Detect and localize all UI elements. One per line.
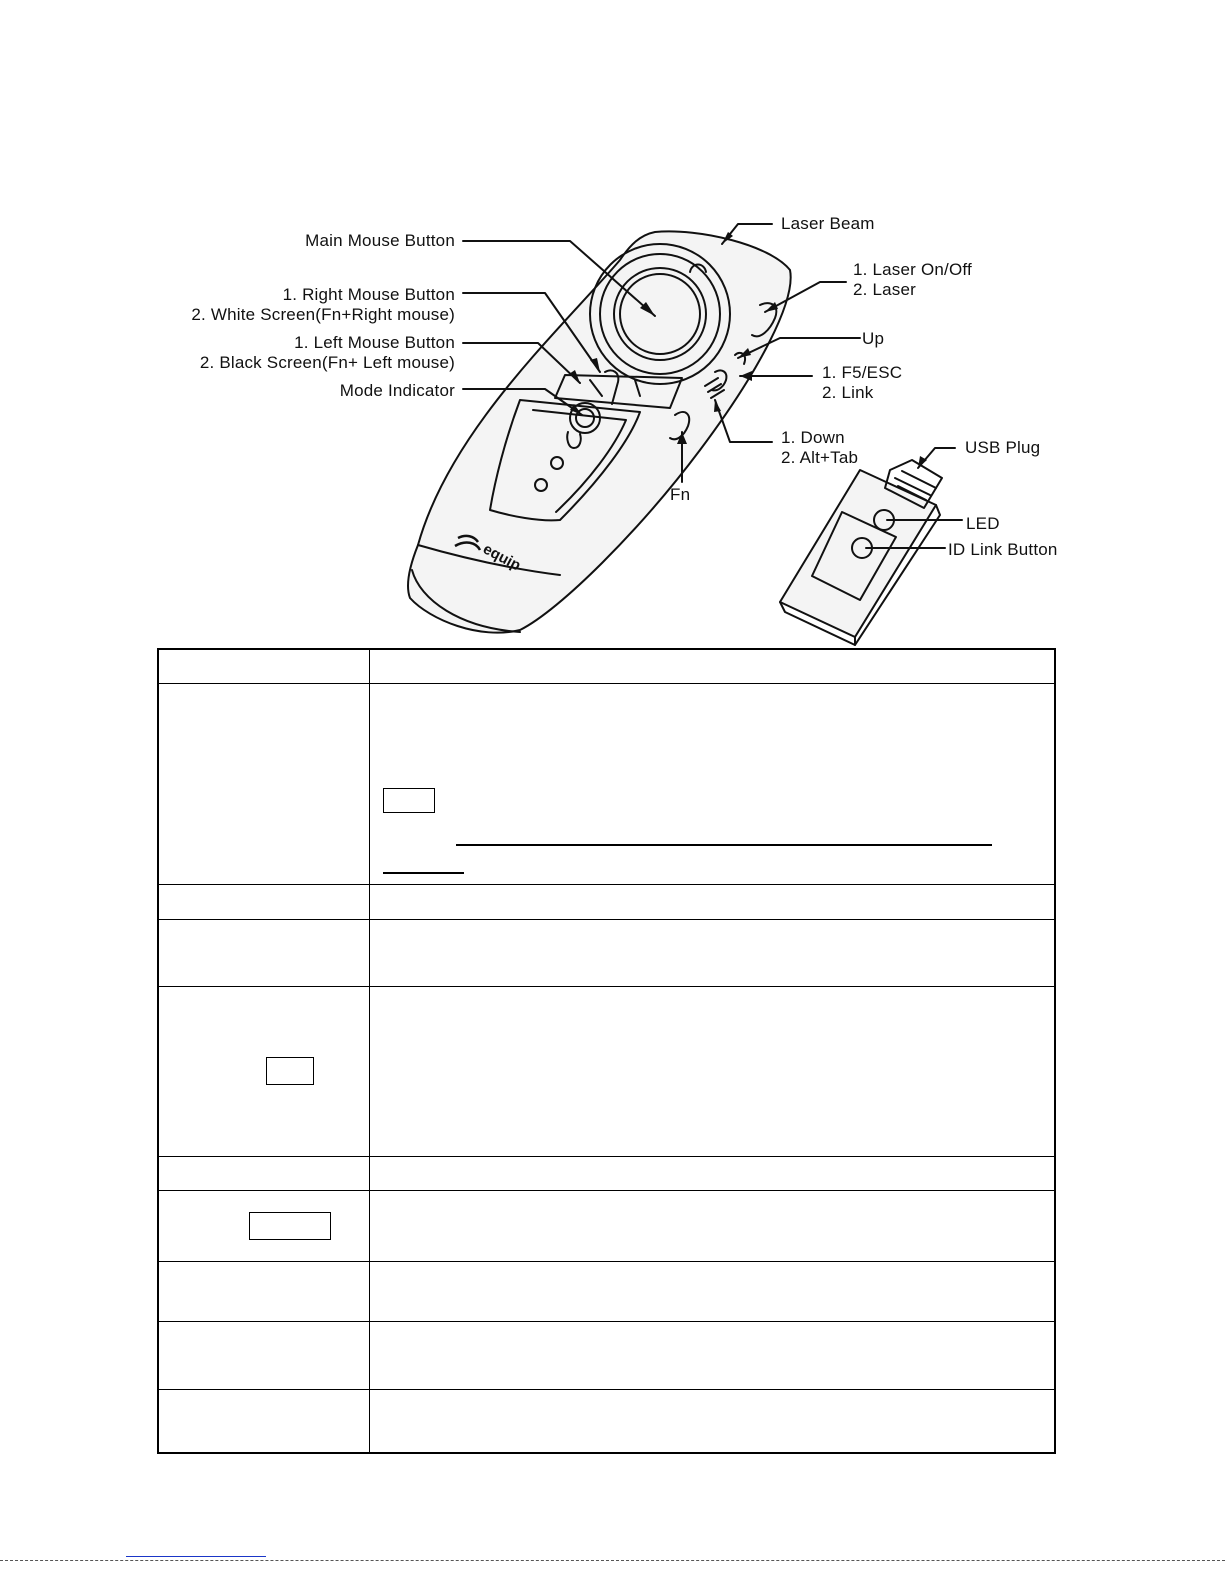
label-left-mouse-2: 2. Black Screen(Fn+ Left mouse) — [199, 353, 455, 372]
table-row — [159, 1390, 1054, 1454]
key-box — [249, 1212, 331, 1240]
label-f5-1: 1. F5/ESC — [822, 363, 903, 382]
label-main-mouse-button: Main Mouse Button — [305, 231, 455, 250]
table-row — [159, 1322, 1054, 1390]
label-laser-2: 2. Laser — [853, 280, 917, 299]
label-laser-1: 1. Laser On/Off — [853, 260, 972, 279]
table-row — [159, 885, 1054, 920]
label-down-2: 2. Alt+Tab — [781, 448, 859, 467]
label-up: Up — [862, 329, 885, 348]
page-footer-rule — [0, 1560, 1225, 1561]
label-right-mouse-2: 2. White Screen(Fn+Right mouse) — [191, 305, 455, 324]
underline-rule — [383, 872, 464, 874]
table-row — [159, 1262, 1054, 1322]
label-id-link-button: ID Link Button — [948, 540, 1058, 559]
equip-logo-text: equip — [480, 540, 524, 575]
table-row — [159, 1191, 1054, 1262]
callout-usb-plug — [918, 448, 955, 468]
table-row — [159, 920, 1054, 987]
label-led: LED — [966, 514, 1000, 533]
underline-rule — [456, 844, 992, 846]
label-fn: Fn — [670, 485, 691, 504]
table-row-header — [159, 650, 1054, 684]
label-mode-indicator: Mode Indicator — [339, 381, 455, 400]
label-down-1: 1. Down — [781, 428, 845, 447]
table-row — [159, 987, 1054, 1157]
label-right-mouse-1: 1. Right Mouse Button — [282, 285, 455, 304]
label-usb-plug: USB Plug — [965, 438, 1041, 457]
function-table — [157, 648, 1056, 1454]
table-row — [159, 684, 1054, 885]
presenter-body — [408, 231, 791, 632]
key-box — [266, 1057, 314, 1085]
label-left-mouse-1: 1. Left Mouse Button — [294, 333, 455, 352]
label-f5-2: 2. Link — [822, 383, 874, 402]
label-laser-beam: Laser Beam — [781, 214, 875, 233]
table-row — [159, 1157, 1054, 1191]
device-diagram — [0, 0, 1225, 650]
key-box — [383, 788, 435, 813]
footer-link[interactable] — [126, 1556, 266, 1557]
usb-dongle-body — [780, 470, 936, 637]
